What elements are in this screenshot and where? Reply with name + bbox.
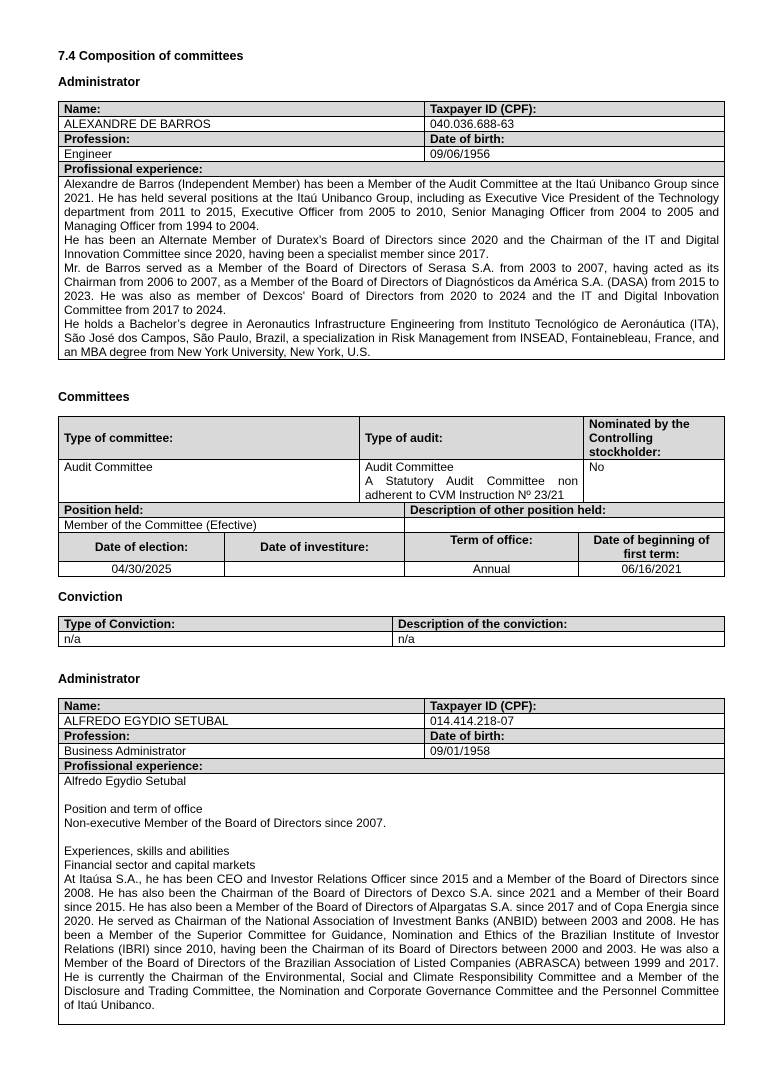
table-row	[59, 417, 725, 460]
experience-position-title: Position and term of office	[64, 802, 203, 816]
experience-paragraph: He holds a Bachelor’s degree in Aeronautics Infrastructure Engineering from Instituto Tecnológico de Aeronáutica (ITA), São José dos Campos, São Paulo, Brazil, a specialization in Risk Management from INSEAD, Fontainebleau, France, and an MBA degree from New York University, New York, U.S.	[64, 317, 719, 359]
table-row	[59, 774, 725, 1025]
experience-paragraph: Mr. de Barros served as a Member of the Board of Directors of Serasa S.A. from 2003 to 2007, having acted as its Chairman from 2006 to 2007, as a Member of the Board of Directors of Diagnósticos da América S.A. (DASA) from 2015 to 2023. He was also as member of Dexcos' Board of Directors from 2020 to 2024 and the IT and Digital Inbovation Committee from 2017 to 2024.	[64, 261, 719, 317]
table-row	[59, 617, 725, 632]
first-term-label: Date of beginning of first term:	[579, 533, 725, 562]
experience-paragraph: Alexandre de Barros (Independent Member) has been a Member of the Audit Committee at the Itaú Unibanco Group since 2021. He has held several positions at the Itaú Unibanco Group, including as Executive Vice President of the Technology department from 2011 to 2015, Executive Officer from 2005 to 2010, Senior Managing Officer from 2004 to 2005 and Managing Officer from 1994 to 2004.	[64, 177, 719, 233]
conviction-heading: Conviction	[58, 590, 123, 604]
name-value: ALEXANDRE DE BARROS	[59, 117, 425, 132]
experience-position-text: Non-executive Member of the Board of Directors since 2007.	[64, 816, 387, 830]
experience-sector: Financial sector and capital markets	[64, 858, 256, 872]
admin1-table	[58, 101, 725, 360]
election-value: 04/30/2025	[59, 562, 225, 577]
nominated-label: Nominated by the Controlling stockholder:	[584, 417, 725, 460]
table-row	[59, 759, 725, 774]
term-value: Annual	[405, 562, 579, 577]
conviction-desc-value: n/a	[393, 632, 725, 647]
table-row	[59, 460, 725, 503]
experience-text	[59, 177, 725, 360]
table-row	[59, 147, 725, 162]
table-row	[59, 177, 725, 360]
position-label: Position held:	[59, 503, 405, 518]
position-value: Member of the Committee (Efective)	[59, 518, 405, 533]
audit-type-label: Type of audit:	[360, 417, 584, 460]
conviction-type-value: n/a	[59, 632, 393, 647]
other-position-label: Description of other position held:	[405, 503, 725, 518]
conviction-type-label: Type of Conviction:	[59, 617, 393, 632]
profession-value: Engineer	[59, 147, 425, 162]
investiture-label: Date of investiture:	[225, 533, 405, 562]
other-position-value	[405, 518, 725, 533]
table-row	[59, 162, 725, 177]
table-row	[59, 562, 725, 577]
audit-type-value	[360, 460, 584, 503]
nominated-value: No	[584, 460, 725, 503]
first-term-value: 06/16/2021	[579, 562, 725, 577]
profession-label: Profession:	[59, 729, 425, 744]
table-row	[59, 117, 725, 132]
term-label: Term of office:	[405, 533, 579, 562]
cpf-label: Taxpayer ID (CPF):	[425, 102, 725, 117]
cpf-label: Taxpayer ID (CPF):	[425, 699, 725, 714]
conviction-table	[58, 616, 725, 647]
dob-value: 09/06/1956	[425, 147, 725, 162]
committee-type-value: Audit Committee	[59, 460, 360, 503]
name-label: Name:	[59, 699, 425, 714]
conviction-desc-label: Description of the conviction:	[393, 617, 725, 632]
experience-skills-title: Experiences, skills and abilities	[64, 844, 230, 858]
table-row	[59, 533, 725, 562]
admin2-table	[58, 698, 725, 1025]
name-label: Name:	[59, 102, 425, 117]
profession-value: Business Administrator	[59, 744, 425, 759]
dob-label: Date of birth:	[425, 132, 725, 147]
table-row	[59, 102, 725, 117]
section-title: 7.4 Composition of committees	[58, 49, 244, 63]
dob-value: 09/01/1958	[425, 744, 725, 759]
table-row	[59, 518, 725, 533]
table-row	[59, 132, 725, 147]
table-row	[59, 744, 725, 759]
experience-paragraph: He has been an Alternate Member of Duratex’s Board of Directors since 2020 and the Chairman of the IT and Digital Innovation Committee since 2020, having been a specialist member since 2017.	[64, 233, 719, 261]
table-row	[59, 699, 725, 714]
experience-label: Profissional experience:	[59, 759, 725, 774]
audit-type-line: Audit Committee	[365, 460, 454, 474]
investiture-value	[225, 562, 405, 577]
experience-text	[59, 774, 725, 1025]
committees-heading: Committees	[58, 390, 130, 404]
dob-label: Date of birth:	[425, 729, 725, 744]
table-row	[59, 632, 725, 647]
admin2-heading: Administrator	[58, 672, 140, 686]
committees-table	[58, 416, 725, 577]
cpf-value: 014.414.218-07	[425, 714, 725, 729]
table-row	[59, 503, 725, 518]
experience-name: Alfredo Egydio Setubal	[64, 774, 187, 788]
election-label: Date of election:	[59, 533, 225, 562]
table-row	[59, 714, 725, 729]
experience-body: At Itaúsa S.A., he has been CEO and Investor Relations Officer since 2015 and a Member of the Board of Directors since 2008. He has also been the Chairman of the Board of Directors of Dexco S.A. since 2021 and a Member of their Board since 2015. He has also been a Member of the Board of Directors of Alpargatas S.A. since 2017 and of Copa Energia since 2020. He served as Chairman of the National Association of Investment Banks (ANBID) between 2003 and 2008. He has been a Member of the Superior Committee for Guidance, Nomination and Ethics of the Brazilian Institute of Investor Relations (IBRI) since 2010, having been the Chairman of its Board of Directors between 2000 and 2003. He was also a Member of the Board of Directors of the Brazilian Association of Listed Companies (ABRASCA) between 1999 and 2017. He is currently the Chairman of the Environmental, Social and Climate Responsibility Committee and a Member of the Disclosure and Trading Committee, the Nomination and Corporate Governance Committee and the Personnel Committee of Itaú Unibanco.	[64, 872, 719, 1012]
admin1-heading: Administrator	[58, 75, 140, 89]
experience-label: Profissional experience:	[59, 162, 725, 177]
committee-type-label: Type of committee:	[59, 417, 360, 460]
audit-type-desc: A Statutory Audit Committee non adherent to CVM Instruction Nº 23/21	[365, 474, 578, 502]
table-row	[59, 729, 725, 744]
profession-label: Profession:	[59, 132, 425, 147]
name-value: ALFREDO EGYDIO SETUBAL	[59, 714, 425, 729]
cpf-value: 040.036.688-63	[425, 117, 725, 132]
